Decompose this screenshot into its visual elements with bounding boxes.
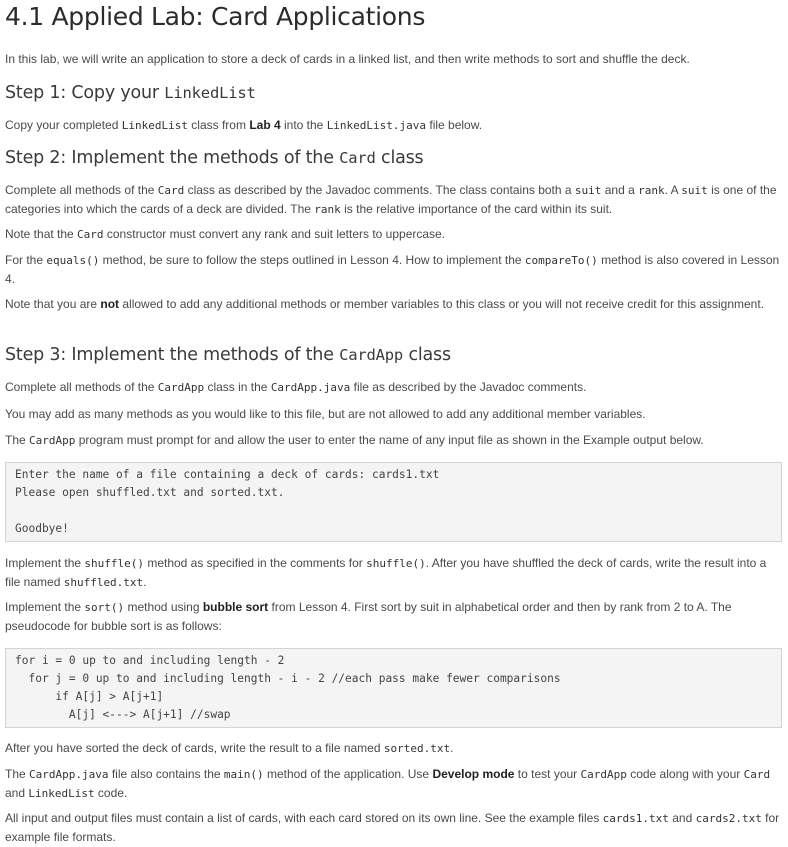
bubble-sort-pseudocode-block: for i = 0 up to and including length - 2 for j = 0 up to and including length - i - 2 //each pass make fewer comparisons if A[j] > A[j+1] A[j] <---> A[j+1] //swap <box>5 648 782 728</box>
step3-paragraph-5: Implement the sort() method using bubble sort from Lesson 4. First sort by suit in alphabetical order and then by rank from 2 to A. The pseudocode for bubble sort is as follows: <box>5 600 732 633</box>
example-output-block: Enter the name of a file containing a deck of cards: cards1.txt Please open shuffled.txt and sorted.txt. Goodbye! <box>5 462 782 542</box>
step2-heading: Step 2: Implement the methods of the Card class <box>5 148 424 168</box>
step1-paragraph: Copy your completed LinkedList class from Lab 4 into the LinkedList.java file below. <box>5 118 483 132</box>
step2-paragraph-2: Note that the Card constructor must convert any rank and suit letters to uppercase. <box>5 227 446 241</box>
intro-paragraph: In this lab, we will write an application to store a deck of cards in a linked list, and then write methods to sort and shuffle the deck. <box>5 52 690 66</box>
step3-paragraph-8: All input and output files must contain a list of cards, with each card stored on its own line. See the example files cards1.txt and cards2.txt for example file formats. <box>5 811 780 844</box>
step3-paragraph-7: The CardApp.java file also contains the main() method of the application. Use Develop mode to test your CardApp code along with your Card and LinkedList code. <box>5 767 771 800</box>
page-title: 4.1 Applied Lab: Card Applications <box>5 2 426 31</box>
step3-paragraph-6: After you have sorted the deck of cards, write the result to a file named sorted.txt. <box>5 741 454 755</box>
step3-paragraph-1: Complete all methods of the CardApp class in the CardApp.java file as described by the Javadoc comments. <box>5 380 587 394</box>
step2-paragraph-4: Note that you are not allowed to add any additional methods or member variables to this class or you will not receive credit for this assignment. <box>5 297 765 311</box>
step1-heading: Step 1: Copy your LinkedList <box>5 83 256 103</box>
step3-paragraph-3: The CardApp program must prompt for and allow the user to enter the name of any input file as shown in the Example output below. <box>5 433 704 447</box>
step3-heading: Step 3: Implement the methods of the CardApp class <box>5 345 451 365</box>
step3-paragraph-2: You may add as many methods as you would like to this file, but are not allowed to add any additional member variables. <box>5 407 646 421</box>
step2-paragraph-3: For the equals() method, be sure to follow the steps outlined in Lesson 4. How to implement the compareTo() method is also covered in Lesson 4. <box>5 253 780 286</box>
step3-paragraph-4: Implement the shuffle() method as specified in the comments for shuffle(). After you have shuffled the deck of cards, write the result into a file named shuffled.txt. <box>5 556 767 589</box>
step2-paragraph-1: Complete all methods of the Card class as described by the Javadoc comments. The class contains both a suit and a rank. A suit is one of the categories into which the cards of a deck are divided. The rank is the relative importance of the card within its suit. <box>5 183 777 216</box>
